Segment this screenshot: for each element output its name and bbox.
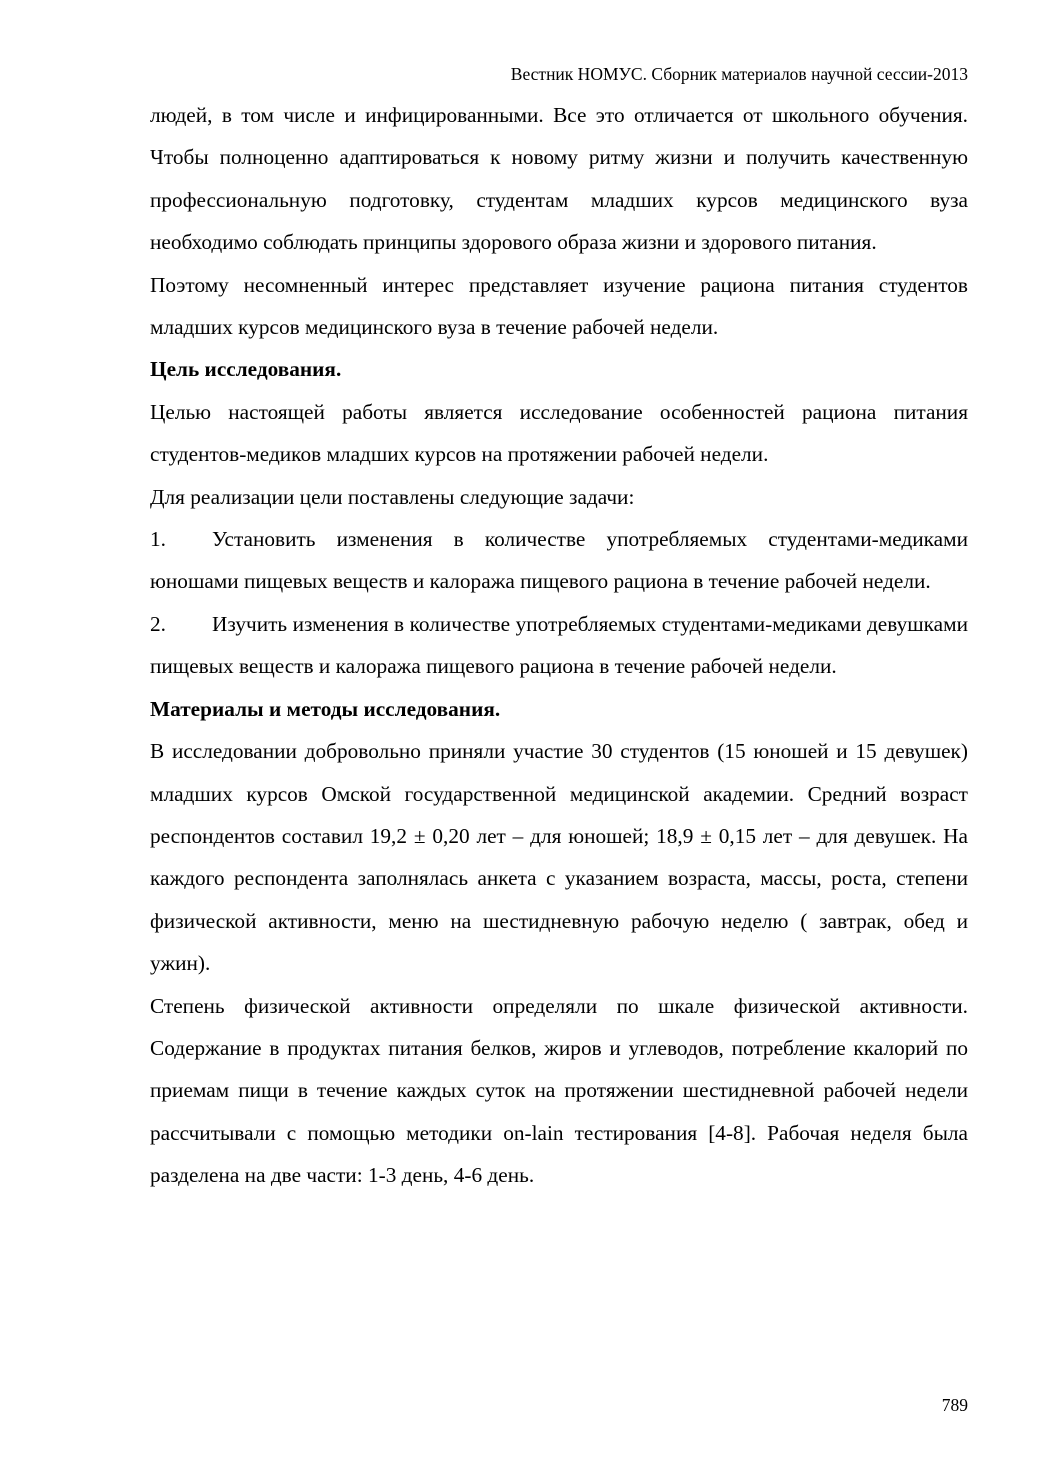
page-number: 789 — [941, 1395, 968, 1415]
task-text: Установить изменения в количестве употребляемых студентами-медиками юношами пищевых веществ и калоража пищевого рациона в течение рабочей недели. — [150, 527, 968, 594]
task-text: Изучить изменения в количестве употребляемых студентами-медиками девушками пищевых веществ и калоража пищевого рациона в течение рабочей недели. — [150, 611, 968, 679]
section-heading-aim: Цель исследования. — [150, 357, 342, 382]
paragraph-tasks-intro: Для реализации цели поставлены следующие задачи: — [150, 484, 635, 509]
paragraph-methods-activity: Степень физической активности определяли по шкале физической активности. Содержание в продуктах питания белков, жиров и углеводов, потребление ккалорий по приемам пищи в течение каждых суток на протяжении шестидневной рабочей недели рассчитывали с помощью методики on-lain тестирования [4-8]. Рабочая неделя была разделена на две части: 1-3 день, 4-6 день. — [150, 993, 968, 1188]
task-number: 1. — [150, 527, 166, 552]
paragraph-aim: Целью настоящей работы является исследование особенностей рациона питания студентов-медиков младших курсов на протяжении рабочей недели. — [150, 399, 968, 467]
running-header: Вестник НОМУС. Сборник материалов научной сессии-2013 — [510, 64, 968, 84]
paragraph-methods-participants: В исследовании добровольно приняли участие 30 студентов (15 юношей и 15 девушек) младших курсов Омской государственной медицинской академии. Средний возраст респондентов составил 19,2 ± 0,20 лет – для юношей; 18,9 ± 0,15 лет – для девушек. На каждого респондента заполнялась анкета с указанием возраста, массы, роста, степени физической активности, меню на шестидневную рабочую неделю ( завтрак, обед и ужин). — [150, 739, 968, 976]
section-heading-methods: Материалы и методы исследования. — [150, 696, 501, 721]
article-body — [150, 94, 968, 1197]
paragraph-intro-continued: людей, в том числе и инфицированными. Все это отличается от школьного обучения. Чтобы полноценно адаптироваться к новому ритму жизни и получить качественную профессиональную подготовку, студентам младших курсов медицинского вуза необходимо соблюдать принципы здорового образа жизни и здорового питания. — [150, 103, 968, 255]
task-item-2 — [150, 603, 968, 688]
task-number: 2. — [150, 611, 166, 636]
paragraph-interest: Поэтому несомненный интерес представляет изучение рациона питания студентов младших курсов медицинского вуза в течение рабочей недели. — [150, 272, 968, 340]
task-item-1 — [150, 518, 968, 603]
